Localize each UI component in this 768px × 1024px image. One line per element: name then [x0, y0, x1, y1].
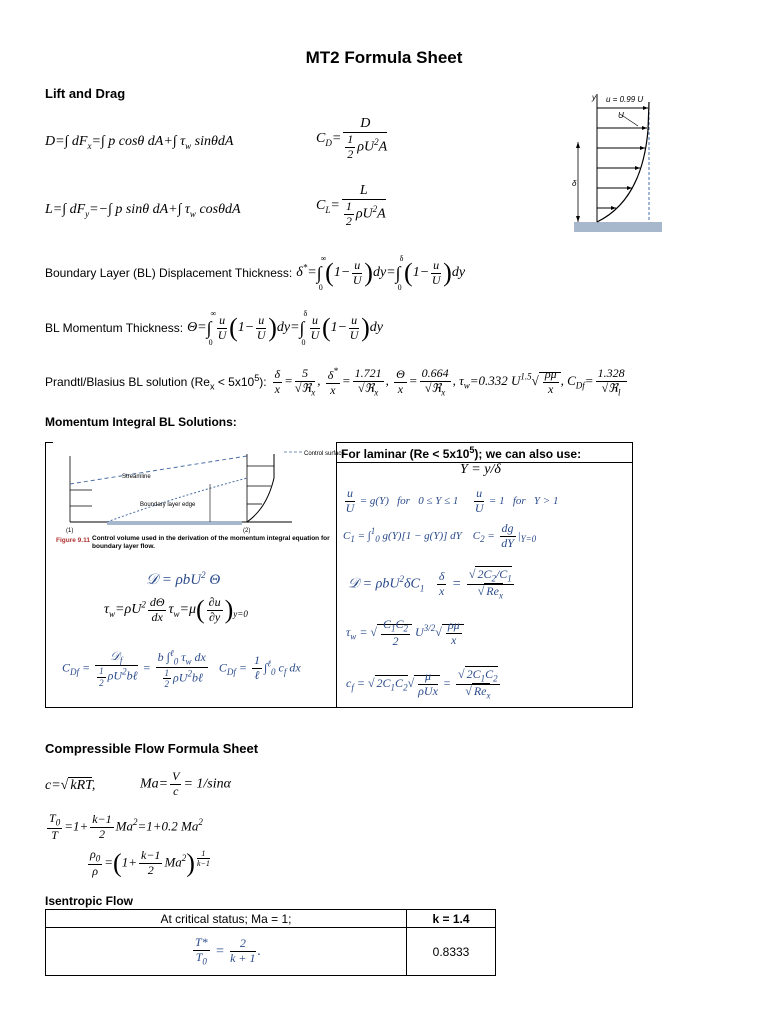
- laminar-header-cell: For laminar $(Re < 5x10^5)$; we can also use:: [336, 442, 633, 463]
- isentropic-header-left: At critical status; Ma = 1;: [46, 910, 407, 928]
- displacement-thickness-label: Boundary Layer (BL) Displacement Thickness:: [45, 266, 293, 280]
- control-surface-label: Control surface: [304, 451, 345, 457]
- speed-of-sound-equation: c=√ kRT,: [45, 778, 96, 793]
- critical-temperature-formula: $\frac{T*}{T_0}$ = $\frac{2}{k + 1}$ .: [46, 928, 407, 976]
- skin-friction-laminar: $c_f$ = √ $2C_1C_2√$ $\frac{\mu}{\text{ρUx}}$ = $\frac{√ 2C_1C_2}{√ Re_x}$: [346, 667, 498, 701]
- figure-caption-text: Control volume used in the derivation of the momentum integral equation for boundary layer flow.: [92, 535, 330, 550]
- drag-equation: D=∫ $dF_x=\int$ p cosθ dA+∫ $\tau_w$ sinθdA: [45, 134, 234, 151]
- momentum-thickness-label: BL Momentum Thickness:: [45, 321, 184, 335]
- critical-temperature-value: 0.8333: [407, 928, 496, 976]
- wall-shear-momentum: $\tau_w=\rho U^2$ $\frac{d\Theta}{dx}$ $\tau_w=\mu$( $\frac{\partial u}{\partial y}$ )$_{y=0}$: [104, 594, 248, 624]
- stagnation-temperature-ratio: $\frac{T_0}{T}$ =1+ $\frac{k-1}{2}$ $Ma^2=1+0.2$ Ma$^2$: [49, 811, 203, 842]
- stagnation-density-ratio: $\frac{\rho_0}{\rho}$ =(1+ $\frac{k-1}{2}$ Ma$^2$) $^{\frac{1}{k-1}}$: [90, 847, 210, 878]
- wall-shear-laminar: $\tau_w$ = √ $\frac{C_1C_2}{2}$ $U^{3/2}√$ $\frac{\rho\mu}{x}$: [346, 618, 464, 649]
- drag-force-momentum: 𝒟 = ρbU$^2$ Θ: [146, 570, 221, 588]
- freestream-label: U: [618, 111, 624, 120]
- page-title: MT2 Formula Sheet: [305, 48, 463, 67]
- point-2-label: (2): [243, 528, 251, 534]
- drag-force-laminar: 𝒟 = $\rho bU^2\delta C_1$ $\frac{\delta}{x}$ = $\frac{√ 2C_2/C_1}{√ Re_x}$: [348, 567, 512, 601]
- y-axis-label: y: [592, 93, 596, 102]
- section-heading-isentropic: Isentropic Flow: [45, 894, 134, 908]
- wall-surface: [574, 222, 662, 232]
- momentum-thickness-row: BL Momentum Thickness: Θ=∫ ∞ 0 $\frac{u}{U}$ (1− $\frac{u}{U}$ )dy=∫ δ 0 $\frac{u}{U}$ (1− $\frac{u}{U}$ )dy: [45, 308, 383, 347]
- bl-edge-label: Boundary layer edge: [140, 502, 196, 508]
- velocity-profile-function: $\frac{u}{U}$ = g(Y) for 0 ≤ Y ≤ 1 $\frac{u}{U}$ = 1 for Y > 1: [345, 486, 559, 515]
- section-heading-lift-drag: Lift and Drag: [45, 86, 126, 101]
- lift-coefficient-equation: $C_L=$ L $\frac{1}{2}$ $\rho U^2A$: [316, 183, 386, 228]
- control-volume-figure: [52, 448, 345, 556]
- section-heading-compressible: Compressible Flow Formula Sheet: [45, 741, 259, 756]
- isentropic-header-right: k = 1.4: [407, 910, 496, 928]
- drag-coefficient-equation: $C_D=$ D $\frac{1}{2}$ $\rho U^2A$: [316, 116, 388, 161]
- mach-number-equation: Ma= $\frac{V}{c}$ = 1/sinα: [140, 769, 231, 798]
- edge-velocity-label: u = 0.99 U: [606, 95, 644, 104]
- boundary-layer-profile-figure: [570, 90, 670, 235]
- isentropic-table: [45, 909, 496, 976]
- section-heading-momentum-integral: Momentum Integral BL Solutions:: [45, 415, 237, 429]
- figure-caption-number: Figure 9.11: [56, 537, 90, 544]
- point-1-label: (1): [66, 528, 74, 534]
- displacement-thickness-row: Boundary Layer (BL) Displacement Thickness: δ*=∫ ∞ 0 (1− $\frac{u}{U}$ )dy=∫ δ 0 (1− $\frac{u}{U}$ )dy: [45, 253, 466, 292]
- blasius-solution-row: Prandtl/Blasius BL solution $(Re_x < 5x10^5)$: $\frac{\delta}{x}$ = $\frac{5}{√ℜ_x}$ , $\frac{\delta^*}{x}$ = $\frac{1.721}{√ℜ_x}$ , $\frac{\Theta}{x}$ = $\frac{0.664}{√ℜ_x}$ , $\tau_w=0.332$ $U^{1.5}√$ $\frac{\rho\mu}{x}$ , $C_{Df}=$ $\frac{1.328}{√ℜ_l}$: [45, 365, 625, 397]
- lift-equation: L=∫ $dF_y=-\int$ p sinθ dA+∫ $\tau_w$ cosθdA: [45, 202, 241, 219]
- delta-label: δ: [572, 179, 577, 188]
- y-similarity-variable: Y = y/δ: [460, 462, 501, 477]
- drag-coefficient-momentum: $C_{Df}$ = 𝒟$_f$ $\frac{1}{2}$ $\rho U^2b\ell$ = b ∫$^\ell_0$ $\tau_w$ dx $\frac{1}{2}$ $\rho U^2b\ell$ $C_{Df}$ = $\frac{1}{\text{ℓ}}$ ∫$^\ell_0$ $c_f$ dx: [62, 648, 301, 690]
- c1-c2-definitions: $C_1 = \int^1_0$ g(Y)[1 − g(Y)] dY $C_2$ = $\frac{dg}{dY}$ $|_{Y=0}$: [343, 521, 537, 550]
- streamline-label: Streamline: [122, 474, 151, 480]
